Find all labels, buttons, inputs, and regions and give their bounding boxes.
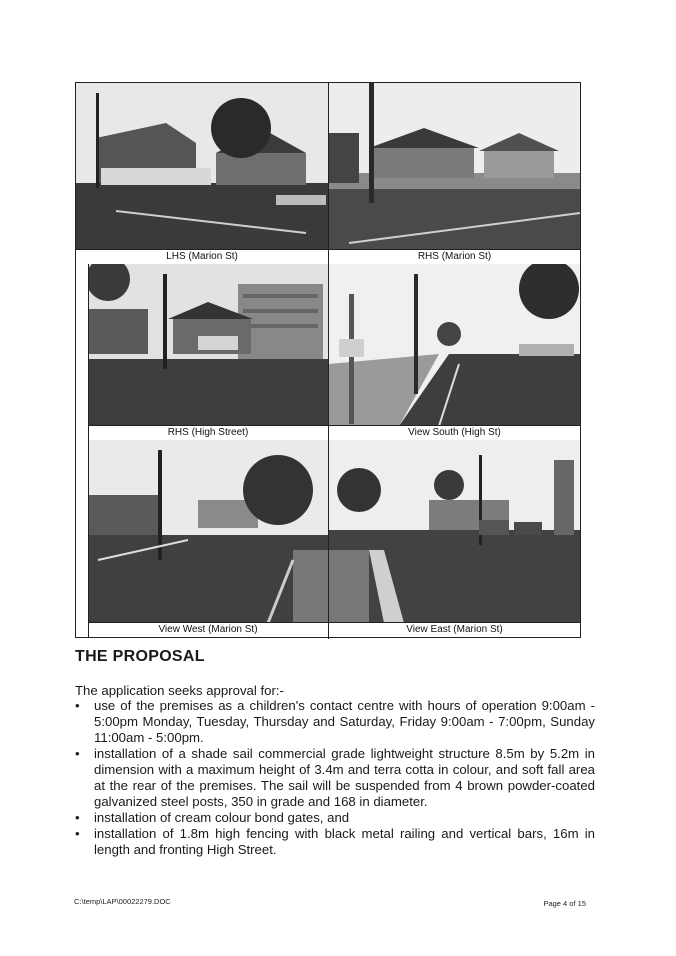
grid-divider: [88, 264, 89, 637]
list-item-text: use of the premises as a children's contact centre with hours of operation 9:00am - 5:00pm Monday, Tuesday, Thursday and Saturday, Friday 9:00am - 7:00pm, Sunday 11:00am - 5:00pm.: [94, 698, 595, 745]
proposal-list: [75, 698, 595, 858]
footer-file-path: C:\temp\LAP\00022279.DOC: [74, 897, 171, 906]
list-item-text: installation of cream colour bond gates, and: [94, 810, 350, 825]
bullet-icon: •: [75, 746, 80, 761]
footer-page-number: Page 4 of 15: [543, 899, 586, 908]
photo-caption: View West (Marion St): [88, 622, 328, 637]
photo-caption: View South (High St): [329, 425, 580, 440]
photo-caption: LHS (Marion St): [76, 249, 328, 264]
photo-cell-lhs-marion: [76, 83, 328, 264]
photo-grid: [75, 82, 581, 638]
street-photo-view-south: [329, 264, 580, 426]
photo-caption: RHS (High Street): [88, 425, 328, 440]
photo-caption: RHS (Marion St): [329, 249, 580, 264]
grid-divider: [328, 83, 329, 639]
intro-text: The application seeks approval for:-: [75, 683, 284, 698]
street-photo-view-west: [88, 440, 328, 623]
street-photo-rhs-marion: [329, 83, 580, 250]
street-photo-view-east: [329, 440, 580, 623]
bullet-icon: •: [75, 698, 80, 713]
photo-cell-view-south-high: [329, 264, 580, 440]
photo-cell-rhs-high: [88, 264, 328, 440]
list-item: [75, 746, 595, 810]
list-item: [75, 810, 595, 826]
street-photo-lhs-marion: [76, 83, 328, 250]
list-item: [75, 826, 595, 858]
photo-caption: View East (Marion St): [329, 622, 580, 637]
bullet-icon: •: [75, 810, 80, 825]
photo-cell-view-east-marion: [329, 440, 580, 637]
list-item-text: installation of a shade sail commercial grade lightweight structure 8.5m by 5.2m in dimension with a maximum height of 3.4m and terra cotta in colour, and soft fall area at the rear of the premises. The sail will be suspended from 4 brown powder-coated galvanized steel posts, 350 in grade and 168 in diameter.: [94, 746, 595, 809]
photo-cell-rhs-marion: [329, 83, 580, 264]
street-photo-rhs-high: [88, 264, 328, 426]
list-item: [75, 698, 595, 746]
bullet-icon: •: [75, 826, 80, 841]
section-heading: THE PROPOSAL: [75, 648, 205, 665]
photo-cell-view-west-marion: [88, 440, 328, 637]
list-item-text: installation of 1.8m high fencing with black metal railing and vertical bars, 16m in length and fronting High Street.: [94, 826, 595, 857]
